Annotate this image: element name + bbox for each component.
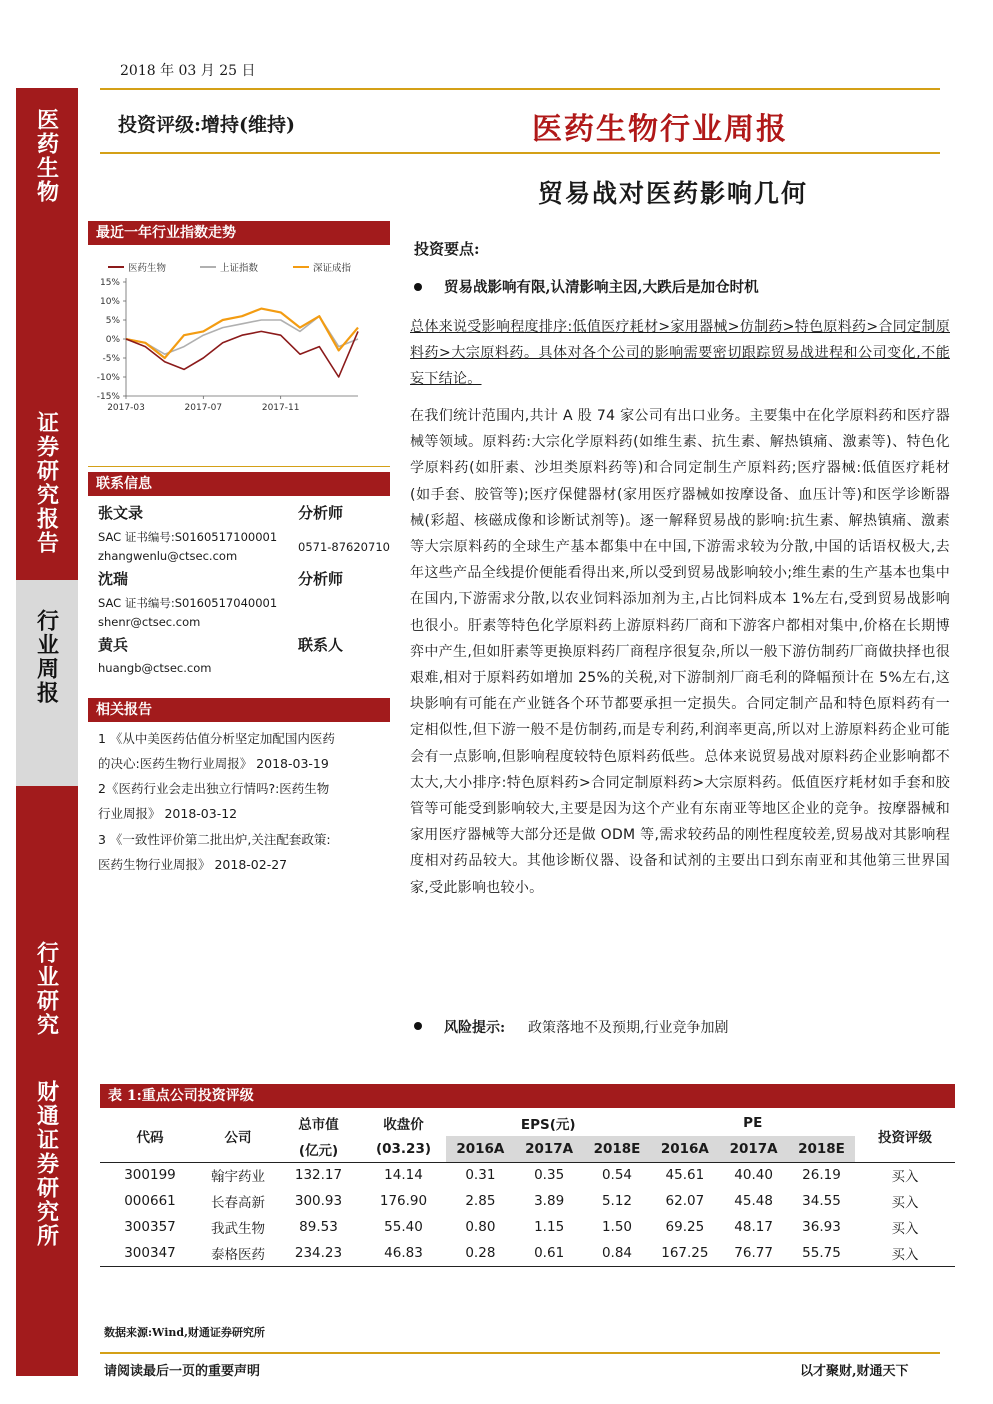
- col-company: 公司: [224, 1129, 252, 1146]
- cell-eps16: 2.85: [465, 1193, 496, 1209]
- col-close-date: (03.23): [375, 1140, 432, 1157]
- footer-rule: [100, 1352, 940, 1354]
- col-rating: 投资评级: [878, 1129, 932, 1146]
- x-tick-label: 2017-03: [107, 403, 145, 413]
- footer-disclaimer[interactable]: 请阅读最后一页的重要声明: [104, 1364, 261, 1379]
- contacts-heading: 联系信息: [88, 472, 390, 496]
- cell-company: 长春高新: [211, 1195, 265, 1211]
- col-close: 收盘价: [383, 1117, 424, 1133]
- contact-cert-1: SAC 证书编号:S0160517100001: [98, 530, 278, 544]
- cell-close: 55.40: [384, 1219, 423, 1235]
- contact-email-1[interactable]: zhangwenlu@ctsec.com: [98, 549, 238, 563]
- cell-pe16: 45.61: [665, 1167, 705, 1184]
- y-tick-label: 0%: [105, 335, 120, 345]
- related-report-2-line1: 2《医药行业会走出独立行情吗?:医药生物: [98, 781, 330, 796]
- cell-company: 泰格医药: [211, 1246, 265, 1263]
- col-pe: PE: [743, 1115, 763, 1131]
- table-row: [100, 1188, 955, 1214]
- related-report-3[interactable]: [98, 827, 331, 877]
- cell-rating: 买入: [891, 1221, 919, 1237]
- table-row: [100, 1240, 955, 1266]
- related-report-1[interactable]: [98, 726, 335, 776]
- cell-eps17: 0.35: [534, 1167, 565, 1184]
- risk-label: 风险提示:: [444, 1020, 506, 1036]
- related-report-2[interactable]: [98, 776, 329, 826]
- x-tick-label: 2017-11: [261, 403, 300, 413]
- index-chart-heading: 最近一年行业指数走势: [88, 221, 390, 245]
- table-caption: 表 1:重点公司投资评级: [100, 1084, 955, 1108]
- sidebar-middle-band: [16, 388, 78, 580]
- col-mktcap: 总市值: [298, 1117, 339, 1133]
- cell-rating: 买入: [891, 1195, 919, 1211]
- cell-mktcap: 132.17: [294, 1167, 343, 1184]
- cell-mktcap: 234.23: [294, 1244, 343, 1261]
- contact-role-1: 分析师: [298, 504, 344, 522]
- legend-label: 上证指数: [220, 263, 259, 274]
- contact-name-1: 张文录: [98, 504, 144, 522]
- points-label: 投资要点:: [414, 240, 480, 258]
- col-pe-2016: 2016A: [650, 1136, 719, 1162]
- cell-code: 300347: [124, 1244, 176, 1261]
- cell-pe18: 34.55: [802, 1193, 841, 1209]
- sidebar-top-band: [16, 88, 78, 388]
- main-paragraph: 在我们统计范围内,共计 A 股 74 家公司有出口业务。主要集中在化学原料药和医疗器械等领域。原料药:大宗化学原料药(如维生素、抗生素、解热镇痛、激素等)、特色化学原料药(如肝素、沙坦类原料药等)和合同定制生产原料药;医疗器械:低值医疗耗材(如手套、胶管等);医疗保健器材(家用医疗器械如按摩设备、血压计等)和医学诊断器械(彩超、核磁成像和诊断试剂等)。逐一解释贸易战的影响:抗生素、解热镇痛、激素等大宗原料药的全球生产基本都集中在中国,下游需求较为分散,中国的话语权极大,去年这些产品全线提价便能看得出来,所以受到贸易战影响较小;维生素的生产基本也集中在国内,下游需求分散,以农业饲料添加剂为主,占比饲料成本 1%左右,受到贸易战影响也很小。肝素等特色化学原料药上游原料药厂商和下游客户都相对集中,价格在长期博弈中产生,但如肝素等更换原料药厂商程序很复杂,所以一般下游仿制药厂商做抉择也很艰难,相对于原料药如增加 25%的关税,对下游制剂厂商毛利的降幅预计在 5%左右,这块影响有可能在产业链各个环节都要承担一定损失。合同定制产品和特色原料药有一定相似性,但下游一般不是仿制药,而是专利药,利润率更高,所以对上游原料药企业可能会有一点影响,但影响程度较特色原料药低些。总体来说贸易战对原料药企业影响都不太大,大小排序:特色原料药>合同定制原料药>大宗原料药。低值医疗耗材如手套和胶管等可能受到影响较大,主要是因为这个产业有东南亚等地区企业的竞争。按摩器械和家用医疗器械等大部分还是做 ODM 等,需求较药品的刚性程度较差,贸易战对其影响程度相对药品较大。其他诊断仪器、设备和试剂的主要出口到东南亚和其他第三世界国家,受此影响也较小。: [410, 408, 950, 896]
- y-tick-label: 10%: [99, 297, 120, 307]
- cell-pe18: 26.19: [802, 1167, 841, 1184]
- sidebar-bottom-label-1: 行业研究: [33, 941, 60, 1037]
- cell-eps18: 0.84: [601, 1244, 633, 1261]
- related-report-3-line2: 医药生物行业周报》 2018-02-27: [98, 857, 288, 872]
- table-source: 数据来源:Wind,财通证券研究所: [104, 1326, 265, 1339]
- investment-rating: 投资评级:增持(维持): [118, 114, 295, 136]
- cell-eps18: 0.54: [601, 1167, 633, 1184]
- cell-company: 我武生物: [211, 1221, 265, 1237]
- cell-rating: 买入: [891, 1169, 919, 1186]
- series-line-shenzhen: [126, 309, 358, 358]
- risk-bullet-icon: [414, 1022, 422, 1030]
- contact-email-2[interactable]: shenr@ctsec.com: [98, 615, 201, 629]
- footer-slogan: 以才聚财,财通天下: [800, 1364, 909, 1379]
- col-mktcap-unit: (亿元): [298, 1142, 339, 1159]
- x-tick-label: 2017-07: [184, 403, 223, 413]
- cell-pe18: 36.93: [802, 1219, 841, 1235]
- contact-email-3[interactable]: huangb@ctsec.com: [98, 661, 212, 675]
- col-pe-2017: 2017A: [719, 1136, 788, 1162]
- contact-phone-1: 0571-87620710: [298, 540, 390, 554]
- cell-code: 300199: [124, 1167, 176, 1184]
- cell-code: 000661: [124, 1193, 176, 1209]
- table-row: [100, 1162, 955, 1188]
- cell-eps16: 0.80: [465, 1219, 496, 1235]
- col-eps: EPS(元): [520, 1117, 576, 1133]
- table-row: [100, 1214, 955, 1240]
- cell-pe16: 62.07: [665, 1193, 705, 1209]
- cell-pe17: 40.40: [734, 1167, 773, 1184]
- col-eps-2018: 2018E: [584, 1136, 651, 1162]
- cell-code: 300357: [124, 1219, 176, 1235]
- report-date: 2018 年 03 月 25 日: [120, 63, 256, 79]
- risk-text: 政策落地不及预期,行业竞争加剧: [528, 1020, 729, 1036]
- ratings-table: [100, 1110, 955, 1267]
- col-pe-2018: 2018E: [788, 1136, 855, 1162]
- contact-name-2: 沈瑞: [98, 570, 129, 588]
- report-type: 医药生物行业周报: [532, 112, 788, 147]
- y-tick-label: 15%: [99, 278, 120, 288]
- cell-close: 14.14: [384, 1167, 423, 1184]
- cell-company: 翰宇药业: [211, 1169, 265, 1186]
- col-eps-2016: 2016A: [446, 1136, 515, 1162]
- summary-paragraph: 总体来说受影响程度排序:低值医疗耗材>家用器械>仿制药>特色原料药>合同定制原料药>大宗原料药。具体对各个公司的影响需要密切跟踪贸易战进程和公司变化,不能妄下结论。: [410, 319, 950, 388]
- related-reports-heading: 相关报告: [88, 698, 390, 722]
- sidebar-bottom-band: [16, 786, 78, 1376]
- cell-eps16: 0.28: [465, 1244, 496, 1261]
- related-report-2-line2: 行业周报》 2018-03-12: [98, 806, 238, 821]
- col-code: 代码: [136, 1129, 164, 1146]
- sidebar-bottom-label-2: 财通证券研究所: [33, 1080, 60, 1248]
- sidebar-industry-label: 医药生物: [33, 108, 60, 204]
- sidebar-research-label: 证券研究报告: [33, 411, 60, 555]
- cell-eps16: 0.31: [465, 1167, 496, 1184]
- chart-rule: [88, 466, 390, 467]
- top-rule: [100, 88, 940, 90]
- cell-close: 176.90: [379, 1193, 428, 1209]
- contact-name-3: 黄兵: [98, 636, 129, 654]
- cell-eps17: 3.89: [534, 1193, 565, 1209]
- mid-rule: [100, 152, 940, 154]
- related-report-3-line1: 3 《一致性评价第二批出炉,关注配套政策:: [98, 832, 331, 847]
- legend-label: 深证成指: [313, 263, 352, 274]
- cell-rating: 买入: [891, 1246, 919, 1263]
- col-eps-2017: 2017A: [515, 1136, 584, 1162]
- cell-pe17: 48.17: [734, 1219, 773, 1235]
- related-report-1-line1: 1 《从中美医药估值分析坚定加配国内医药: [98, 731, 335, 746]
- sidebar-weekly-label: 行业周报: [33, 609, 60, 705]
- cell-eps17: 1.15: [534, 1219, 565, 1235]
- report-title: 贸易战对医药影响几何: [538, 179, 809, 208]
- cell-pe17: 76.77: [734, 1244, 773, 1261]
- cell-pe18: 55.75: [802, 1244, 841, 1261]
- cell-pe17: 45.48: [734, 1193, 773, 1209]
- contact-role-3: 联系人: [298, 636, 344, 654]
- cell-eps18: 5.12: [601, 1193, 633, 1209]
- cell-close: 46.83: [384, 1244, 423, 1261]
- legend-label: 医药生物: [128, 263, 167, 274]
- y-tick-label: 5%: [105, 316, 120, 326]
- cell-pe16: 167.25: [661, 1244, 709, 1261]
- y-tick-label: -10%: [96, 373, 120, 383]
- bullet-dot-icon: [414, 283, 422, 291]
- y-tick-label: -15%: [96, 392, 120, 402]
- related-report-1-line2: 的决心:医药生物行业周报》 2018-03-19: [98, 756, 329, 771]
- cell-mktcap: 89.53: [299, 1219, 338, 1235]
- y-tick-label: -5%: [102, 354, 120, 364]
- cell-mktcap: 300.93: [294, 1193, 343, 1209]
- cell-eps18: 1.50: [601, 1219, 633, 1235]
- key-point-1: 贸易战影响有限,认清影响主因,大跌后是加仓时机: [444, 279, 759, 296]
- contact-role-2: 分析师: [298, 570, 344, 588]
- index-line-chart: [88, 250, 390, 420]
- cell-pe16: 69.25: [665, 1219, 705, 1235]
- cell-eps17: 0.61: [534, 1244, 565, 1261]
- contact-cert-2: SAC 证书编号:S0160517040001: [98, 596, 278, 610]
- sidebar-highlight-band: [16, 580, 78, 786]
